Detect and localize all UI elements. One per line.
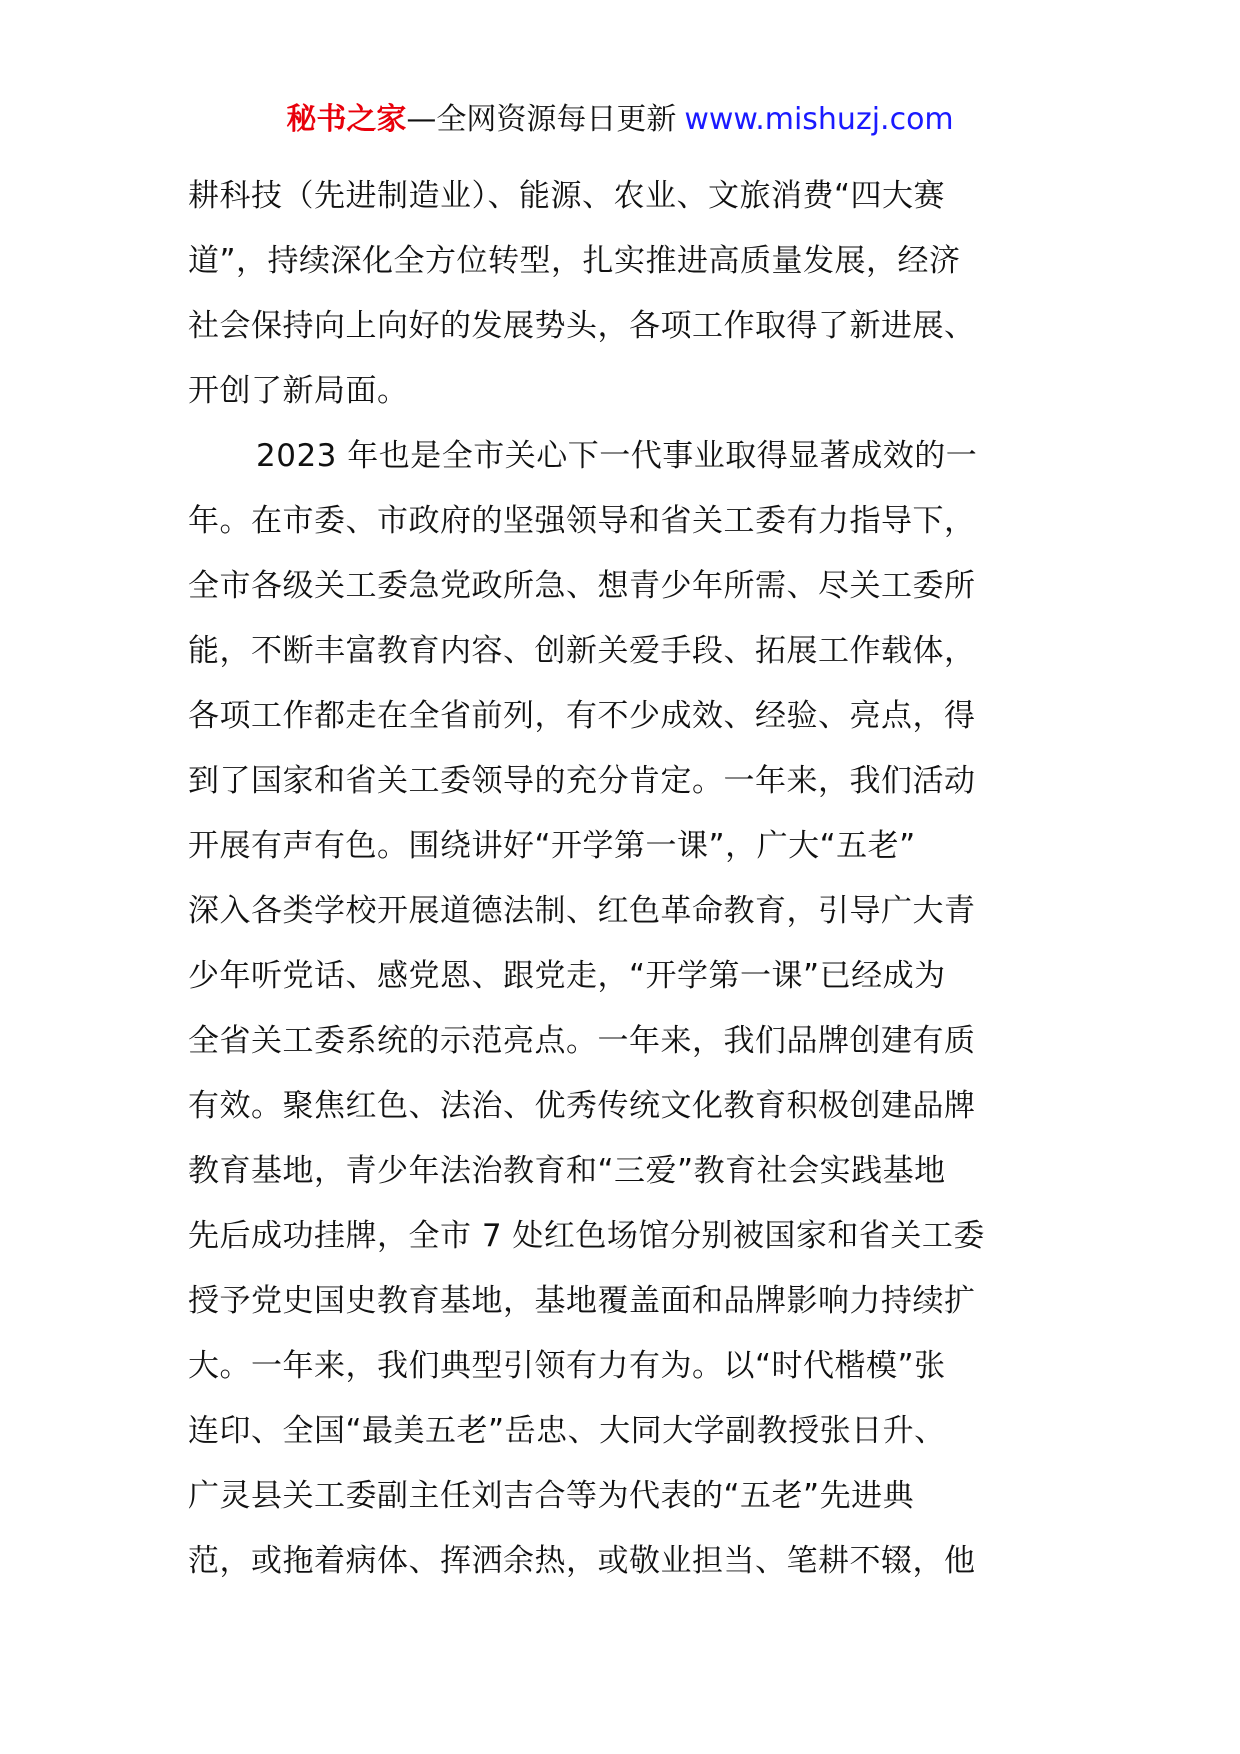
text-line: 全省关工委系统的示范亮点。一年来，我们品牌创建有质 bbox=[188, 1023, 976, 1059]
text-line: 范，或拖着病体、挥洒余热，或敬业担当、笔耕不辍，他 bbox=[188, 1543, 976, 1579]
text-line: 各项工作都走在全省前列，有不少成效、经验、亮点，得 bbox=[188, 698, 976, 734]
text-line: 全市各级关工委急党政所急、想青少年所需、尽关工委所 bbox=[188, 568, 976, 604]
text-line: 到了国家和省关工委领导的充分肯定。一年来，我们活动 bbox=[188, 763, 976, 799]
text-line: 道”，持续深化全方位转型，扎实推进高质量发展，经济 bbox=[188, 243, 961, 279]
text-line: 有效。聚焦红色、法治、优秀传统文化教育积极创建品牌 bbox=[188, 1088, 976, 1124]
text-line: 开展有声有色。围绕讲好“开学第一课”，广大“五老” bbox=[188, 828, 916, 864]
text-line: 社会保持向上向好的发展势头，各项工作取得了新进展、 bbox=[188, 308, 976, 344]
text-line: 少年听党话、感党恩、跟党走，“开学第一课”已经成为 bbox=[188, 958, 946, 994]
text-line: 深入各类学校开展道德法制、红色革命教育，引导广大青 bbox=[188, 893, 976, 929]
text-line: 教育基地，青少年法治教育和“三爱”教育社会实践基地 bbox=[188, 1153, 946, 1189]
header-brand: 秘书之家 bbox=[286, 102, 407, 137]
text-line: 耕科技（先进制造业）、能源、农业、文旅消费“四大赛 bbox=[188, 178, 946, 214]
document-body bbox=[188, 164, 1054, 1594]
text-line: 大。一年来，我们典型引领有力有为。以“时代楷模”张 bbox=[188, 1348, 946, 1384]
page-header bbox=[0, 100, 1240, 140]
text-line: 年。在市委、市政府的坚强领导和省关工委有力指导下， bbox=[188, 503, 976, 539]
text-line: 授予党史国史教育基地，基地覆盖面和品牌影响力持续扩 bbox=[188, 1283, 976, 1319]
paragraph-first-line: 2023 年也是全市关心下一代事业取得显著成效的一 bbox=[256, 438, 978, 474]
text-line: 广灵县关工委副主任刘吉合等为代表的“五老”先进典 bbox=[188, 1478, 915, 1514]
text-line: 连印、全国“最美五老”岳忠、大同大学副教授张日升、 bbox=[188, 1413, 946, 1449]
header-url-link[interactable]: www.mishuzj.com bbox=[684, 102, 954, 137]
text-line: 先后成功挂牌，全市 7 处红色场馆分别被国家和省关工委 bbox=[188, 1218, 985, 1254]
text-line: 开创了新局面。 bbox=[188, 373, 409, 409]
text-line: 能，不断丰富教育内容、创新关爱手段、拓展工作载体， bbox=[188, 633, 976, 669]
header-slogan: —全网资源每日更新 bbox=[406, 102, 677, 137]
